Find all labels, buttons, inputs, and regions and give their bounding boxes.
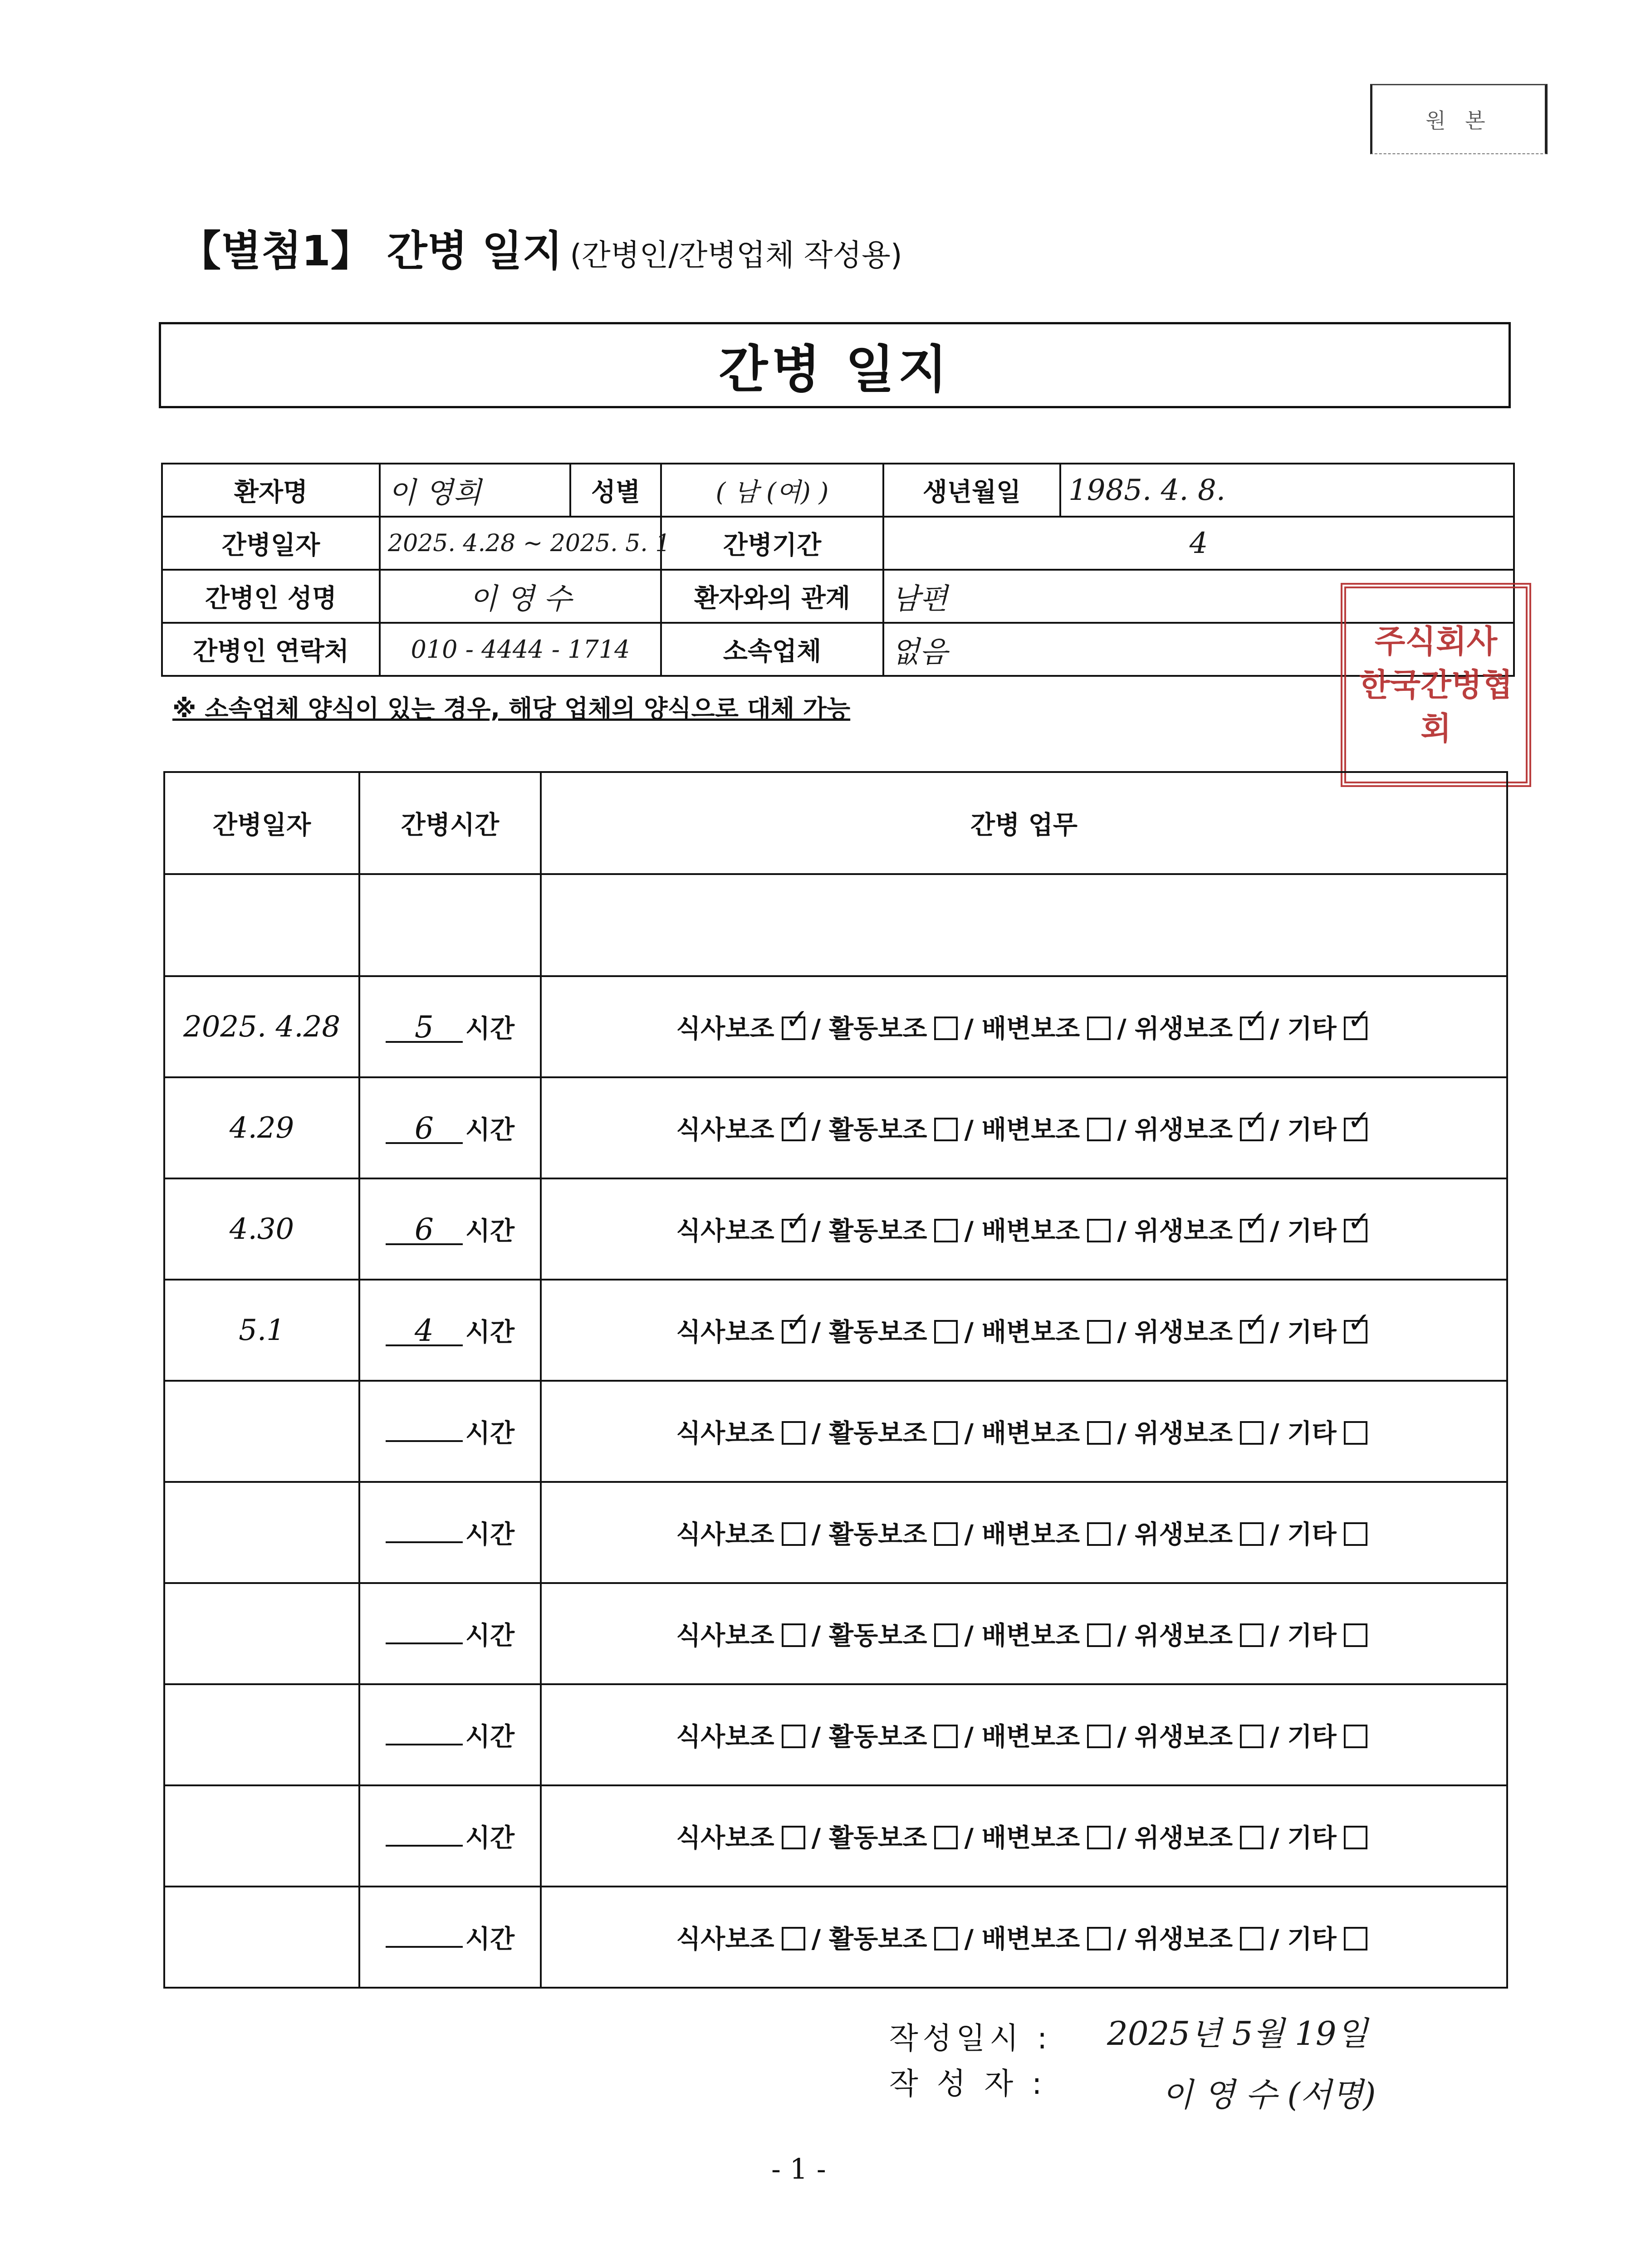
col-header-duties: 간병 업무 — [541, 772, 1507, 874]
duty-checkbox[interactable] — [1087, 1826, 1111, 1849]
duty-checkbox[interactable] — [782, 1017, 805, 1040]
duty-checkbox[interactable] — [1344, 1421, 1367, 1445]
care-log-hours-value — [386, 1744, 463, 1745]
duty-separator: / — [1270, 1924, 1279, 1954]
care-log-hours-suffix: 시간 — [465, 1823, 515, 1853]
care-log-duties — [541, 1178, 1507, 1280]
duty-separator: / — [1117, 1520, 1127, 1549]
care-log-hours-suffix: 시간 — [465, 1014, 515, 1044]
duty-checkbox[interactable] — [782, 1421, 805, 1445]
duty-checkbox[interactable] — [782, 1118, 805, 1141]
duty-label: 위생보조 — [1134, 1014, 1233, 1044]
care-period-value: 4 — [883, 517, 1514, 570]
duty-separator: / — [1117, 1722, 1127, 1752]
blank-cell — [541, 874, 1507, 976]
duty-label: 기타 — [1287, 1722, 1337, 1752]
care-log-row — [164, 1482, 1507, 1583]
duty-label: 배변보조 — [981, 1823, 1080, 1853]
duty-label: 식사보조 — [676, 1317, 774, 1347]
duty-checkbox[interactable] — [782, 1320, 805, 1344]
care-log-duties — [541, 1583, 1507, 1684]
duty-label: 기타 — [1287, 1115, 1337, 1145]
care-log-hours-suffix: 시간 — [465, 1621, 515, 1651]
duty-label: 식사보조 — [676, 1823, 774, 1853]
duty-checkbox[interactable] — [1087, 1725, 1111, 1748]
duty-separator: / — [964, 1418, 974, 1448]
care-log-date — [164, 1381, 359, 1482]
duty-label: 식사보조 — [676, 1621, 774, 1651]
duty-checkbox[interactable] — [934, 1725, 958, 1748]
care-log-hours-value: 5 — [386, 1014, 463, 1043]
duty-label: 위생보조 — [1134, 1823, 1233, 1853]
duty-checkbox[interactable] — [1087, 1219, 1111, 1242]
duty-label: 식사보조 — [676, 1722, 774, 1752]
duty-separator: / — [811, 1924, 821, 1954]
duty-label: 배변보조 — [981, 1621, 1080, 1651]
duty-label: 기타 — [1287, 1317, 1337, 1347]
written-date-label: 작성일시 : — [889, 2021, 1052, 2056]
care-log-row — [164, 1684, 1507, 1785]
document-title-subtitle: (간병인/간병업체 작성용) — [570, 238, 902, 273]
duty-label: 식사보조 — [676, 1418, 774, 1448]
care-log-date — [164, 1887, 359, 1988]
duty-checkbox[interactable] — [1344, 1725, 1367, 1748]
duty-checkbox[interactable] — [1240, 1118, 1264, 1141]
duty-label: 배변보조 — [981, 1014, 1080, 1044]
original-stamp-text: 원 본 — [1425, 108, 1492, 133]
care-log-table — [163, 771, 1508, 1989]
blank-cell — [164, 874, 359, 976]
care-log-duties — [541, 1381, 1507, 1482]
relation-value: 남편 — [883, 570, 1514, 623]
duty-separator: / — [1117, 1115, 1127, 1145]
duty-checkbox[interactable] — [934, 1219, 958, 1242]
duty-label: 배변보조 — [981, 1924, 1080, 1954]
duty-label: 위생보조 — [1134, 1115, 1233, 1145]
duty-checkbox[interactable] — [782, 1725, 805, 1748]
care-period-label: 간병기간 — [661, 517, 883, 570]
duty-separator: / — [1117, 1014, 1127, 1044]
care-log-row — [164, 1583, 1507, 1684]
duty-label: 기타 — [1287, 1216, 1337, 1246]
care-log-hours-value — [386, 1845, 463, 1847]
caregiver-contact-label: 간병인 연락처 — [162, 623, 380, 676]
care-log-row — [164, 1077, 1507, 1178]
duty-separator: / — [964, 1317, 974, 1347]
care-log-row — [164, 976, 1507, 1077]
care-log-hours — [359, 1482, 541, 1583]
duty-separator: / — [811, 1722, 821, 1752]
duty-separator: / — [811, 1014, 821, 1044]
duty-separator: / — [1270, 1216, 1279, 1246]
duty-separator: / — [1117, 1216, 1127, 1246]
care-log-hours-value — [386, 1541, 463, 1543]
duty-separator: / — [1117, 1924, 1127, 1954]
duty-label: 위생보조 — [1134, 1621, 1233, 1651]
duty-checkbox[interactable] — [1344, 1017, 1367, 1040]
duty-checkbox[interactable] — [1344, 1623, 1367, 1647]
duty-separator: / — [1117, 1621, 1127, 1651]
duty-separator: / — [964, 1621, 974, 1651]
care-log-duties — [541, 1887, 1507, 1988]
duty-label: 활동보조 — [829, 1216, 927, 1246]
duty-label: 활동보조 — [829, 1014, 927, 1044]
duty-label: 활동보조 — [829, 1115, 927, 1145]
duty-label: 활동보조 — [829, 1418, 927, 1448]
patient-info-table — [161, 463, 1515, 677]
duty-separator: / — [964, 1520, 974, 1549]
duty-checkbox[interactable] — [1087, 1522, 1111, 1546]
care-log-hours-suffix: 시간 — [465, 1115, 515, 1145]
duty-checkbox[interactable] — [1344, 1826, 1367, 1849]
dob-label: 생년월일 — [883, 464, 1060, 517]
duty-label: 배변보조 — [981, 1216, 1080, 1246]
care-log-duties — [541, 1077, 1507, 1178]
care-log-hours-value: 4 — [386, 1317, 463, 1346]
caregiver-name-label: 간병인 성명 — [162, 570, 380, 623]
duty-separator: / — [1117, 1418, 1127, 1448]
duty-label: 위생보조 — [1134, 1520, 1233, 1549]
care-log-date — [164, 1684, 359, 1785]
duty-checkbox[interactable] — [1087, 1320, 1111, 1344]
care-log-hours-value — [386, 1440, 463, 1442]
patient-name-label: 환자명 — [162, 464, 380, 517]
duty-checkbox[interactable] — [1087, 1421, 1111, 1445]
duty-separator: / — [811, 1823, 821, 1853]
duty-label: 식사보조 — [676, 1520, 774, 1549]
duty-checkbox[interactable] — [1344, 1522, 1367, 1546]
caregiver-name-value: 이 영 수 — [380, 570, 661, 623]
duty-label: 식사보조 — [676, 1115, 774, 1145]
duty-checkbox[interactable] — [782, 1927, 805, 1950]
duty-separator: / — [811, 1115, 821, 1145]
duty-checkbox[interactable] — [934, 1118, 958, 1141]
duty-label: 배변보조 — [981, 1317, 1080, 1347]
care-log-hours — [359, 1785, 541, 1887]
duty-label: 기타 — [1287, 1014, 1337, 1044]
duty-checkbox[interactable] — [1240, 1927, 1264, 1950]
care-log-hours-suffix: 시간 — [465, 1216, 515, 1246]
duty-separator: / — [811, 1621, 821, 1651]
care-log-row — [164, 1178, 1507, 1280]
document-title — [179, 218, 902, 278]
duty-separator: / — [1270, 1823, 1279, 1853]
duty-checkbox[interactable] — [782, 1826, 805, 1849]
care-log-hours — [359, 1280, 541, 1381]
care-log-date: 4.29 — [164, 1077, 359, 1178]
company-seal-stamp — [1341, 583, 1531, 787]
duty-label: 활동보조 — [829, 1317, 927, 1347]
duty-separator: / — [811, 1418, 821, 1448]
duty-checkbox[interactable] — [1087, 1927, 1111, 1950]
duty-checkbox[interactable] — [934, 1017, 958, 1040]
duty-checkbox[interactable] — [1240, 1725, 1264, 1748]
duty-separator: / — [811, 1317, 821, 1347]
duty-separator: / — [964, 1924, 974, 1954]
duty-checkbox[interactable] — [934, 1927, 958, 1950]
form-banner — [159, 322, 1511, 408]
care-log-hours-suffix: 시간 — [465, 1924, 515, 1954]
company-seal-text: 주식회사 한국간병협회 — [1359, 623, 1513, 747]
care-log-hours-suffix: 시간 — [465, 1418, 515, 1448]
duty-separator: / — [811, 1216, 821, 1246]
duty-separator: / — [964, 1115, 974, 1145]
duty-label: 배변보조 — [981, 1520, 1080, 1549]
duty-separator: / — [1270, 1317, 1279, 1347]
care-log-row — [164, 1280, 1507, 1381]
care-log-duties — [541, 1684, 1507, 1785]
duty-separator: / — [964, 1823, 974, 1853]
duty-separator: / — [964, 1014, 974, 1044]
duty-label: 식사보조 — [676, 1924, 774, 1954]
duty-checkbox[interactable] — [934, 1320, 958, 1344]
care-log-hours-suffix: 시간 — [465, 1317, 515, 1347]
duty-label: 기타 — [1287, 1823, 1337, 1853]
duty-checkbox[interactable] — [1087, 1017, 1111, 1040]
duty-separator: / — [964, 1722, 974, 1752]
care-log-date — [164, 1482, 359, 1583]
care-log-hours-suffix: 시간 — [465, 1722, 515, 1752]
care-log-hours-value: 6 — [386, 1115, 463, 1144]
care-log-hours — [359, 976, 541, 1077]
duty-checkbox[interactable] — [1240, 1017, 1264, 1040]
duty-label: 위생보조 — [1134, 1418, 1233, 1448]
duty-label: 위생보조 — [1134, 1924, 1233, 1954]
writer-signature: 이 영 수 (서명) — [1161, 2076, 1376, 2114]
blank-cell — [359, 874, 541, 976]
duty-separator: / — [1270, 1418, 1279, 1448]
care-log-duties — [541, 1482, 1507, 1583]
duty-checkbox[interactable] — [1087, 1118, 1111, 1141]
duty-label: 식사보조 — [676, 1014, 774, 1044]
duty-separator: / — [1270, 1115, 1279, 1145]
care-log-date: 4.30 — [164, 1178, 359, 1280]
duty-checkbox[interactable] — [1240, 1219, 1264, 1242]
duty-label: 활동보조 — [829, 1520, 927, 1549]
care-log-duties — [541, 1280, 1507, 1381]
duty-label: 기타 — [1287, 1621, 1337, 1651]
duty-checkbox[interactable] — [1240, 1522, 1264, 1546]
duty-checkbox[interactable] — [782, 1623, 805, 1647]
care-log-hours-value: 6 — [386, 1216, 463, 1245]
care-log-date — [164, 1785, 359, 1887]
duty-checkbox[interactable] — [1344, 1118, 1367, 1141]
duty-label: 활동보조 — [829, 1924, 927, 1954]
page-number: - 1 - — [771, 2152, 826, 2185]
duty-checkbox[interactable] — [1087, 1623, 1111, 1647]
dob-value: 1985. 4. 8. — [1060, 464, 1514, 517]
duty-checkbox[interactable] — [782, 1522, 805, 1546]
sex-label: 성별 — [570, 464, 661, 517]
care-dates-label: 간병일자 — [162, 517, 380, 570]
duty-label: 활동보조 — [829, 1823, 927, 1853]
duty-separator: / — [1270, 1722, 1279, 1752]
care-log-hours — [359, 1583, 541, 1684]
duty-label: 위생보조 — [1134, 1317, 1233, 1347]
care-log-duties — [541, 976, 1507, 1077]
duty-checkbox[interactable] — [1240, 1421, 1264, 1445]
care-log-hours-suffix: 시간 — [465, 1520, 515, 1549]
care-log-hours — [359, 1381, 541, 1482]
duty-checkbox[interactable] — [1240, 1826, 1264, 1849]
duty-label: 활동보조 — [829, 1621, 927, 1651]
duty-separator: / — [1270, 1621, 1279, 1651]
duty-label: 배변보조 — [981, 1722, 1080, 1752]
patient-name-value: 이 영희 — [380, 464, 570, 517]
col-header-date: 간병일자 — [164, 772, 359, 874]
duty-checkbox[interactable] — [782, 1219, 805, 1242]
duty-checkbox[interactable] — [934, 1522, 958, 1546]
form-banner-title: 간병 일지 — [719, 340, 951, 399]
duty-label: 기타 — [1287, 1924, 1337, 1954]
care-log-date: 5.1 — [164, 1280, 359, 1381]
document-title-main: 【별첨1】 간병 일지 — [179, 227, 563, 275]
care-log-duties — [541, 1785, 1507, 1887]
written-date-value: 2025년 5월 19일 — [1107, 2014, 1368, 2053]
care-dates-value: 2025. 4.28 ~ 2025. 5. 1 — [380, 517, 661, 570]
care-log-row — [164, 1381, 1507, 1482]
care-log-hours — [359, 1077, 541, 1178]
company-label: 소속업체 — [661, 623, 883, 676]
duty-checkbox[interactable] — [934, 1826, 958, 1849]
duty-label: 식사보조 — [676, 1216, 774, 1246]
care-log-hours — [359, 1887, 541, 1988]
care-log-date — [164, 1583, 359, 1684]
care-log-row — [164, 1785, 1507, 1887]
care-log-hours — [359, 1178, 541, 1280]
duty-separator: / — [1117, 1317, 1127, 1347]
company-value: 없음 — [883, 623, 1514, 676]
duty-checkbox[interactable] — [934, 1623, 958, 1647]
caregiver-contact-value: 010 - 4444 - 1714 — [380, 623, 661, 676]
duty-separator: / — [1270, 1014, 1279, 1044]
sex-value: ( 남 (여) ) — [661, 464, 883, 517]
duty-checkbox[interactable] — [1240, 1623, 1264, 1647]
form-note: ※ 소속업체 양식이 있는 경우, 해당 업체의 양식으로 대체 가능 — [172, 694, 851, 723]
duty-checkbox[interactable] — [1344, 1927, 1367, 1950]
duty-label: 위생보조 — [1134, 1722, 1233, 1752]
duty-separator: / — [1117, 1823, 1127, 1853]
duty-separator: / — [964, 1216, 974, 1246]
care-log-date: 2025. 4.28 — [164, 976, 359, 1077]
care-log-hours-value — [386, 1946, 463, 1948]
duty-checkbox[interactable] — [1344, 1320, 1367, 1344]
duty-label: 활동보조 — [829, 1722, 927, 1752]
duty-separator: / — [1270, 1520, 1279, 1549]
duty-label: 기타 — [1287, 1418, 1337, 1448]
duty-label: 위생보조 — [1134, 1216, 1233, 1246]
col-header-hours: 간병시간 — [359, 772, 541, 874]
relation-label: 환자와의 관계 — [661, 570, 883, 623]
duty-checkbox[interactable] — [1344, 1219, 1367, 1242]
care-log-row — [164, 1887, 1507, 1988]
duty-label: 배변보조 — [981, 1115, 1080, 1145]
duty-separator: / — [811, 1520, 821, 1549]
duty-label: 기타 — [1287, 1520, 1337, 1549]
duty-checkbox[interactable] — [934, 1421, 958, 1445]
duty-label: 배변보조 — [981, 1418, 1080, 1448]
writer-label: 작 성 자 : — [889, 2066, 1047, 2101]
care-log-hours-value — [386, 1642, 463, 1644]
original-stamp-box — [1370, 84, 1548, 154]
duty-checkbox[interactable] — [1240, 1320, 1264, 1344]
care-log-hours — [359, 1684, 541, 1785]
